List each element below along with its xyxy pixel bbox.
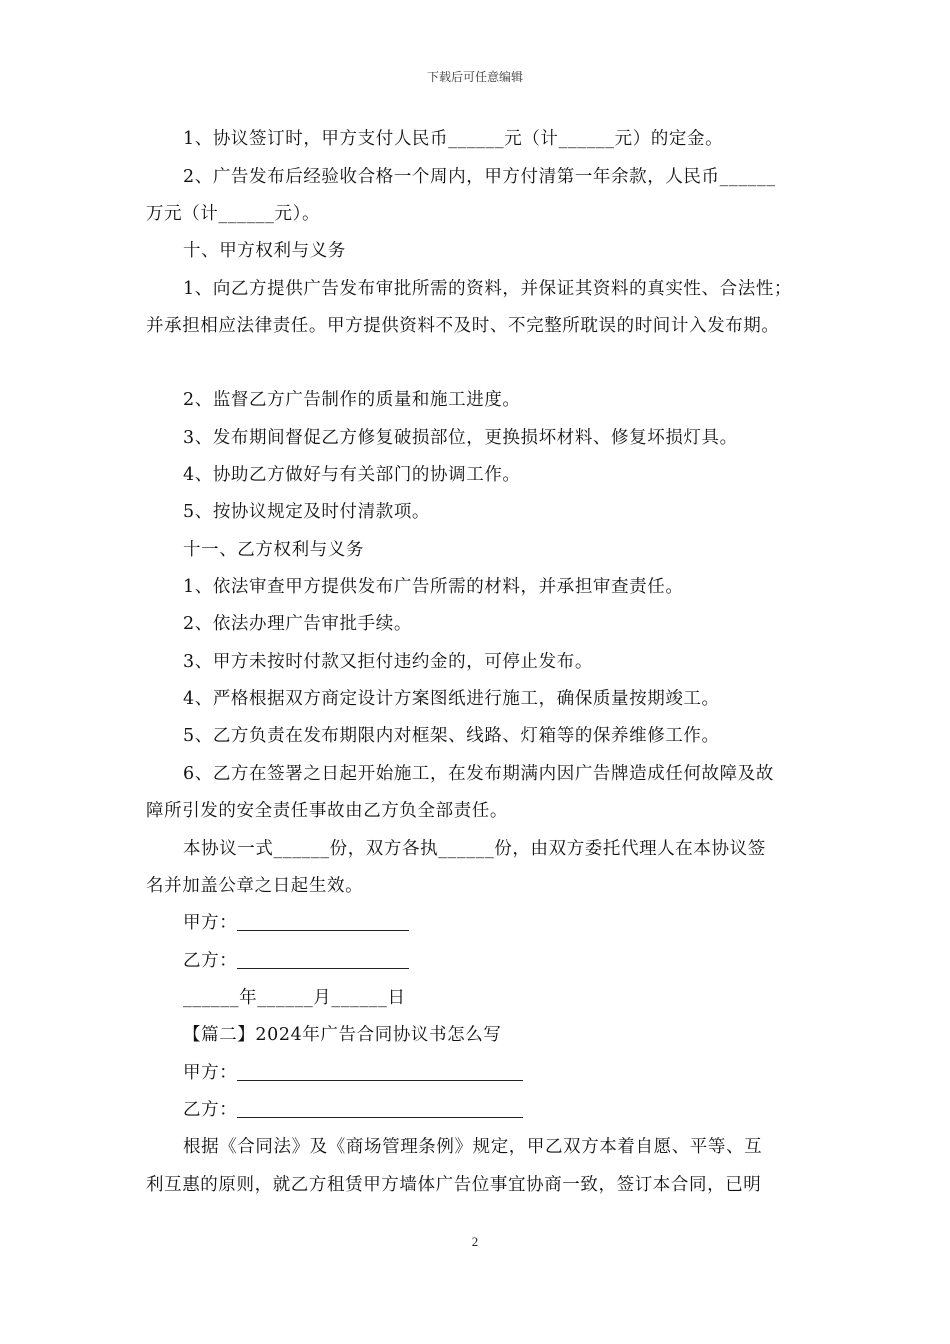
paragraph-line: 名并加盖公章之日起生效。 xyxy=(146,876,364,896)
party-a-signature-row-2 xyxy=(183,1062,523,1084)
paragraph-line: 5、乙方负责在发布期限内对框架、线路、灯箱等的保养维修工作。 xyxy=(183,726,720,746)
party-a-signature-row xyxy=(183,912,409,934)
paragraph-line: 6、乙方在签署之日起开始施工，在发布期满内因广告牌造成任何故障及故 xyxy=(183,764,774,784)
section-title: 【篇二】2024年广告合同协议书怎么写 xyxy=(183,1025,502,1045)
signature-blank xyxy=(237,952,409,969)
paragraph-line: 2、广告发布后经验收合格一个周内，甲方付清第一年余款，人民币______ xyxy=(183,167,776,187)
paragraph-line: 2、监督乙方广告制作的质量和施工进度。 xyxy=(183,390,521,410)
section-heading: 十一、乙方权利与义务 xyxy=(183,540,364,560)
date-line: ______年______月______日 xyxy=(183,988,406,1008)
paragraph-line: 3、甲方未按时付款又拒付违约金的，可停止发布。 xyxy=(183,652,593,672)
signature-blank xyxy=(237,1064,523,1081)
page-header-note: 下载后可任意编辑 xyxy=(426,70,523,84)
party-b-label: 乙方： xyxy=(183,951,238,971)
paragraph-line: 4、协助乙方做好与有关部门的协调工作。 xyxy=(183,465,521,485)
signature-blank xyxy=(237,1101,523,1118)
paragraph-line: 万元（计______元）。 xyxy=(146,204,321,224)
paragraph-line: 4、严格根据双方商定设计方案图纸进行施工，确保质量按期竣工。 xyxy=(183,689,720,709)
signature-blank xyxy=(237,914,409,931)
page-number: 2 xyxy=(471,1234,479,1249)
paragraph-line: 5、按协议规定及时付清款项。 xyxy=(183,502,431,522)
paragraph-line: 并承担相应法律责任。甲方提供资料不及时、不完整所耽误的时间计入发布期。 xyxy=(146,316,780,336)
paragraph-line: 3、发布期间督促乙方修复破损部位，更换损坏材料、修复坏损灯具。 xyxy=(183,428,738,448)
party-a-label: 甲方： xyxy=(183,1063,238,1083)
paragraph-line: 本协议一式______份，双方各执______份，由双方委托代理人在本协议签 xyxy=(183,839,766,859)
paragraph-line: 1、依法审查甲方提供发布广告所需的材料，并承担审查责任。 xyxy=(183,577,684,597)
paragraph-line: 1、向乙方提供广告发布审批所需的资料，并保证其资料的真实性、合法性； xyxy=(183,279,793,299)
paragraph-line: 2、依法办理广告审批手续。 xyxy=(183,614,412,634)
party-b-label: 乙方： xyxy=(183,1100,238,1120)
party-a-label: 甲方： xyxy=(183,913,238,933)
paragraph-line: 根据《合同法》及《商场管理条例》规定，甲乙双方本着自愿、平等、互 xyxy=(183,1137,763,1157)
paragraph-line: 利互惠的原则，就乙方租赁甲方墙体广告位事宜协商一致，签订本合同，已明 xyxy=(146,1175,762,1195)
paragraph-line: 障所引发的安全责任事故由乙方负全部责任。 xyxy=(146,801,508,821)
party-b-signature-row xyxy=(183,950,409,972)
paragraph-line: 1、协议签订时，甲方支付人民币______元（计______元）的定金。 xyxy=(183,129,724,149)
party-b-signature-row-2 xyxy=(183,1099,523,1121)
section-heading: 十、甲方权利与义务 xyxy=(183,241,346,261)
